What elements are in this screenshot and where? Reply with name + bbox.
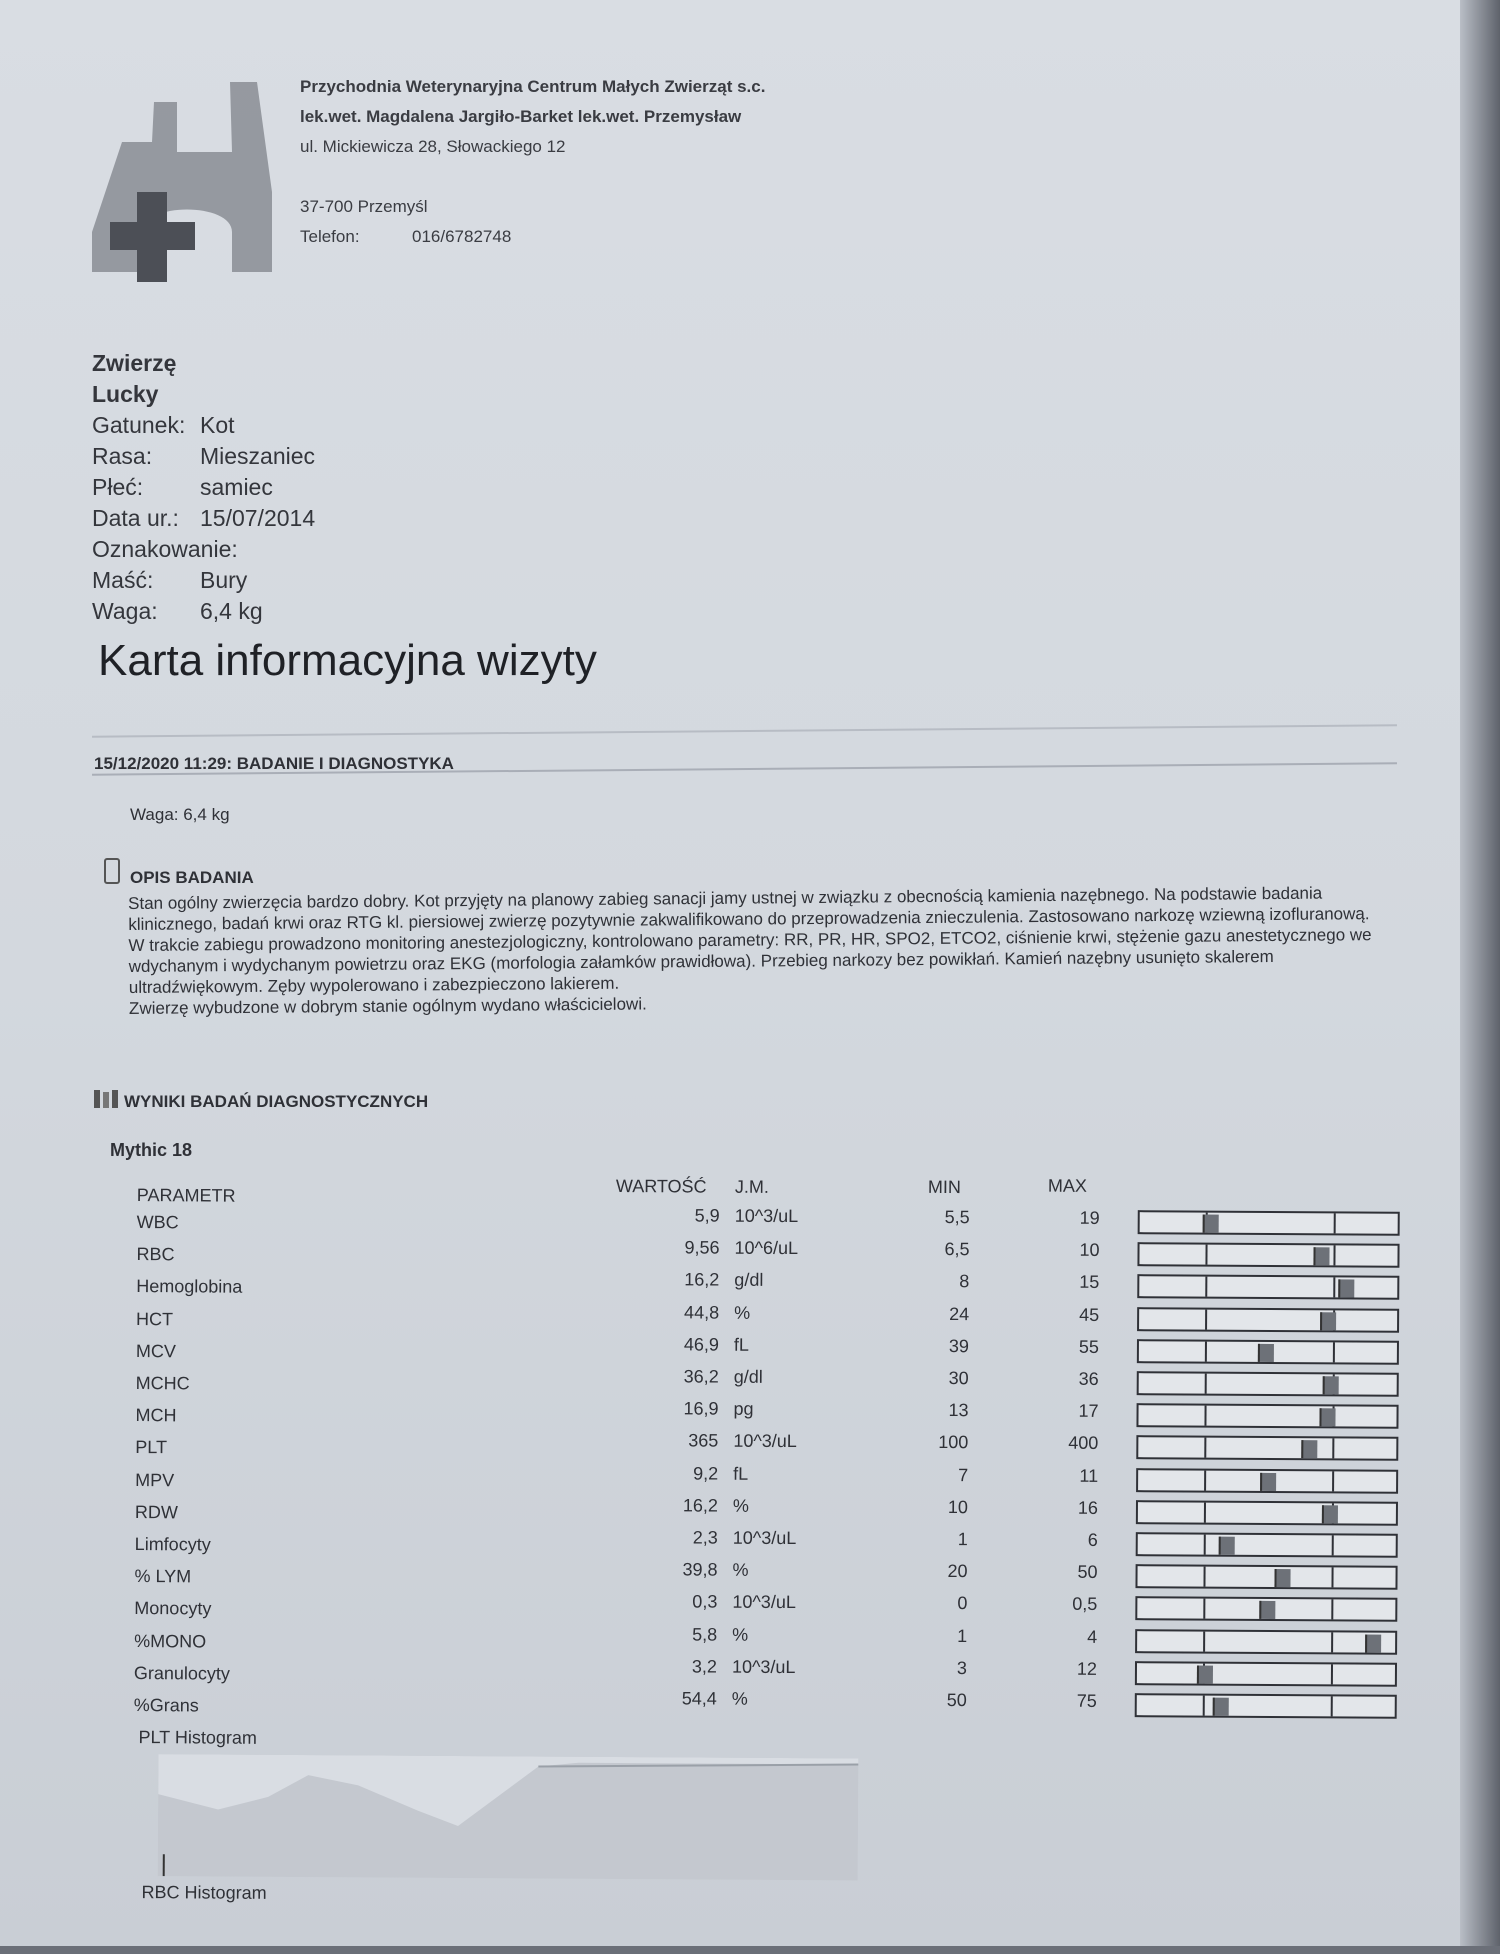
param-cell: MPV	[135, 1470, 174, 1491]
value-cell: 54,4	[617, 1688, 717, 1710]
opis-paragraph: Zwierzę wybudzone w dobrym stanie ogólnym wydano właścicielowi.	[129, 987, 1389, 1019]
animal-field-label: Oznakowanie:	[92, 534, 200, 565]
col-header-max: MAX	[1048, 1176, 1087, 1197]
min-cell: 39	[899, 1335, 969, 1356]
range-bar-min-divider	[1204, 1438, 1206, 1458]
unit-cell: fL	[734, 1334, 749, 1355]
range-bar-marker	[1313, 1247, 1329, 1265]
unit-cell: %	[732, 1689, 748, 1710]
animal-field-label: Gatunek:	[92, 410, 200, 441]
unit-cell: 10^3/uL	[733, 1431, 797, 1452]
range-bar	[1137, 1275, 1399, 1301]
param-cell: Monocyty	[134, 1598, 211, 1619]
max-cell: 16	[1028, 1497, 1098, 1518]
range-bar	[1135, 1661, 1397, 1687]
range-bar-marker	[1219, 1537, 1235, 1555]
range-bar	[1137, 1307, 1399, 1333]
range-bar-max-divider	[1331, 1696, 1333, 1716]
results-title: WYNIKI BADAŃ DIAGNOSTYCZNYCH	[124, 1092, 428, 1112]
unit-cell: %	[733, 1560, 749, 1581]
value-cell: 5,8	[617, 1624, 717, 1646]
range-bar-marker	[1259, 1601, 1275, 1619]
animal-field-value: Kot	[200, 412, 235, 438]
min-cell: 100	[898, 1432, 968, 1453]
value-cell: 0,3	[617, 1591, 717, 1613]
col-header-param: PARAMETR	[137, 1185, 236, 1207]
unit-cell: fL	[733, 1463, 748, 1484]
unit-cell: 10^3/uL	[735, 1206, 799, 1227]
range-bar-marker	[1197, 1665, 1213, 1683]
plt-histogram-label: PLT Histogram	[138, 1727, 257, 1749]
max-cell: 10	[1029, 1240, 1099, 1261]
param-cell: MCHC	[136, 1373, 190, 1394]
unit-cell: %	[732, 1624, 748, 1645]
unit-cell: %	[734, 1302, 750, 1323]
range-bar-min-divider	[1205, 1309, 1207, 1329]
value-cell: 3,2	[617, 1656, 717, 1678]
rbc-histogram-label: RBC Histogram	[142, 1882, 267, 1904]
min-cell: 8	[899, 1271, 969, 1292]
range-bar-min-divider	[1204, 1406, 1206, 1426]
max-cell: 0,5	[1027, 1594, 1097, 1615]
range-bar	[1135, 1597, 1397, 1623]
max-cell: 12	[1027, 1658, 1097, 1679]
range-bar	[1135, 1629, 1397, 1655]
unit-cell: 10^3/uL	[732, 1656, 796, 1677]
range-bar	[1135, 1564, 1397, 1590]
range-bar-max-divider	[1332, 1535, 1334, 1555]
range-bar-min-divider	[1204, 1502, 1206, 1522]
animal-field-value: Bury	[200, 567, 247, 593]
device-name: Mythic 18	[110, 1140, 192, 1161]
max-cell: 50	[1027, 1562, 1097, 1583]
max-cell: 6	[1028, 1529, 1098, 1550]
value-cell: 44,8	[619, 1302, 719, 1324]
value-cell: 5,9	[620, 1205, 720, 1227]
range-bar-max-divider	[1332, 1471, 1334, 1491]
param-cell: RBC	[136, 1244, 174, 1265]
range-bar-min-divider	[1203, 1567, 1205, 1587]
animal-field-label: Data ur.:	[92, 503, 200, 534]
unit-cell: %	[733, 1495, 749, 1516]
param-cell: PLT	[135, 1437, 167, 1458]
range-bar	[1136, 1500, 1398, 1526]
value-cell: 9,56	[619, 1237, 719, 1259]
opis-paragraph: Stan ogólny zwierzęcia bardzo dobry. Kot przyjęty na planowy zabieg sanacji jamy ustnej w związku z obecnością kamienia nazębnego. Na podstawie badania klinicznego, badań krwi oraz RTG kl. piersiowej zwierzę pozytywnie zakwalifikowano do przeprowadzenia znieczulenia. Zastosowano narkozę wziewną izofluranową. W trakcie zabiegu prowadzono monitoring anestezjologiczny, kontrolowano parametry: RR, PR, HR, SPO2, ETCO2, ciśnienie krwi, stężenie gazu anestetycznego we wdychanym i wydychanym powietrzu oraz EKG (morfologia załamków prawidłowa). Przebieg narkozy bez powikłań. Kamień nazębny usunięto skalerem ultradźwiękowym. Zęby wypolerowano i zabezpieczono lakierem.	[128, 882, 1389, 998]
min-cell: 50	[897, 1690, 967, 1711]
range-bar-marker	[1260, 1473, 1276, 1491]
value-cell: 46,9	[619, 1334, 719, 1356]
clinic-doctors: lek.wet. Magdalena Jargiło-Barket lek.wet.	[300, 107, 639, 126]
param-cell: MCV	[136, 1341, 176, 1362]
visit-weight: Waga: 6,4 kg	[130, 805, 230, 825]
unit-cell: g/dl	[734, 1270, 763, 1291]
value-cell: 9,2	[618, 1463, 718, 1485]
opis-title: OPIS BADANIA	[130, 868, 254, 888]
range-bar	[1137, 1339, 1399, 1365]
range-bar-min-divider	[1203, 1599, 1205, 1619]
param-cell: Limfocyty	[135, 1534, 211, 1555]
range-bar	[1136, 1436, 1398, 1462]
unit-cell: pg	[733, 1399, 753, 1420]
min-cell: 6,5	[899, 1239, 969, 1260]
range-bar	[1138, 1210, 1400, 1236]
max-cell: 11	[1028, 1465, 1098, 1486]
unit-cell: 10^6/uL	[734, 1238, 798, 1259]
max-cell: 75	[1027, 1690, 1097, 1711]
animal-field-label: Płeć:	[92, 472, 200, 503]
col-header-unit: J.M.	[735, 1177, 769, 1198]
unit-cell: g/dl	[734, 1367, 763, 1388]
range-bar-min-divider	[1205, 1245, 1207, 1265]
value-cell: 365	[618, 1430, 718, 1452]
min-cell: 0	[897, 1593, 967, 1614]
visit-header: 15/12/2020 11:29: BADANIE I DIAGNOSTYKA	[94, 754, 454, 774]
value-cell: 16,2	[619, 1269, 719, 1291]
max-cell: 4	[1027, 1626, 1097, 1647]
min-cell: 20	[897, 1561, 967, 1582]
range-bar-min-divider	[1205, 1374, 1207, 1394]
range-bar-max-divider	[1333, 1246, 1335, 1266]
background-edge	[1460, 0, 1500, 1946]
param-cell: HCT	[136, 1309, 173, 1330]
range-bar-max-divider	[1332, 1439, 1334, 1459]
unit-cell: 10^3/uL	[732, 1592, 796, 1613]
clinic-name: Przychodnia Weterynaryjna Centrum Małych Zwierząt s.c.	[300, 72, 765, 102]
max-cell: 36	[1029, 1368, 1099, 1389]
plt-histogram	[158, 1754, 859, 1880]
range-bar-marker	[1203, 1215, 1219, 1233]
range-bar-min-divider	[1203, 1696, 1205, 1716]
range-bar-marker	[1338, 1280, 1354, 1298]
range-bar-max-divider	[1331, 1632, 1333, 1652]
range-bar	[1136, 1532, 1398, 1558]
max-cell: 15	[1029, 1272, 1099, 1293]
animal-section-label: Zwierzę	[92, 348, 315, 379]
min-cell: 30	[899, 1368, 969, 1389]
range-bar	[1136, 1468, 1398, 1494]
clinic-address: ul. Mickiewicza 28, Słowackiego 12	[300, 132, 765, 162]
phone-value: 016/6782748	[412, 227, 511, 246]
clinic-doctors-rest: Przemysław	[644, 107, 741, 126]
param-cell: RDW	[135, 1502, 178, 1523]
document-title: Karta informacyjna wizyty	[98, 636, 597, 686]
animal-field-label: Waga:	[92, 596, 200, 627]
range-bar-marker	[1213, 1698, 1229, 1716]
param-cell: %MONO	[134, 1631, 206, 1652]
range-bar	[1136, 1403, 1398, 1429]
range-bar-marker	[1365, 1634, 1381, 1652]
range-bar-marker	[1301, 1441, 1317, 1459]
min-cell: 1	[897, 1625, 967, 1646]
range-bar-marker	[1319, 1408, 1335, 1426]
range-bar-min-divider	[1203, 1631, 1205, 1651]
animal-field-value: 15/07/2014	[200, 505, 315, 531]
max-cell: 19	[1030, 1207, 1100, 1228]
min-cell: 24	[899, 1303, 969, 1324]
param-cell: Granulocyty	[134, 1663, 230, 1685]
min-cell: 5,5	[900, 1207, 970, 1228]
min-cell: 7	[898, 1464, 968, 1485]
min-cell: 10	[898, 1496, 968, 1517]
animal-name: Lucky	[92, 379, 315, 410]
range-bar-marker	[1320, 1312, 1336, 1330]
phone-label: Telefon:	[300, 222, 412, 252]
param-cell: % LYM	[134, 1566, 191, 1587]
param-cell: Hemoglobina	[136, 1276, 242, 1298]
range-bar-min-divider	[1205, 1277, 1207, 1297]
min-cell: 3	[897, 1657, 967, 1678]
range-bar-max-divider	[1334, 1213, 1336, 1233]
clinic-city: 37-700 Przemyśl	[300, 192, 511, 222]
col-header-min: MIN	[928, 1177, 961, 1198]
range-bar-marker	[1322, 1505, 1338, 1523]
param-cell: MCH	[135, 1405, 176, 1426]
value-cell: 2,3	[618, 1527, 718, 1549]
range-bar	[1137, 1371, 1399, 1397]
animal-field-value: samiec	[200, 474, 273, 500]
value-cell: 36,2	[619, 1366, 719, 1388]
range-bar-marker	[1274, 1569, 1290, 1587]
unit-cell: 10^3/uL	[733, 1528, 797, 1549]
max-cell: 17	[1028, 1401, 1098, 1422]
range-bar-min-divider	[1204, 1535, 1206, 1555]
animal-field-value: Mieszaniec	[200, 443, 315, 469]
value-cell: 16,2	[618, 1495, 718, 1517]
range-bar	[1135, 1693, 1397, 1719]
max-cell: 400	[1028, 1433, 1098, 1454]
animal-field-label: Maść:	[92, 565, 200, 596]
param-cell: WBC	[137, 1212, 179, 1233]
range-bar-marker	[1258, 1344, 1274, 1362]
range-bar-max-divider	[1331, 1600, 1333, 1620]
range-bar-max-divider	[1331, 1568, 1333, 1588]
col-header-value: WARTOŚĆ	[616, 1176, 707, 1198]
range-bar-max-divider	[1333, 1342, 1335, 1362]
max-cell: 55	[1029, 1336, 1099, 1357]
range-bar	[1137, 1242, 1399, 1268]
range-bar-min-divider	[1204, 1470, 1206, 1490]
value-cell: 16,9	[618, 1398, 718, 1420]
max-cell: 45	[1029, 1304, 1099, 1325]
value-cell: 39,8	[618, 1559, 718, 1581]
param-cell: %Grans	[134, 1695, 199, 1716]
min-cell: 1	[898, 1529, 968, 1550]
min-cell: 13	[898, 1400, 968, 1421]
range-bar-max-divider	[1333, 1278, 1335, 1298]
range-bar-min-divider	[1205, 1341, 1207, 1361]
range-bar-marker	[1323, 1376, 1339, 1394]
range-bar-max-divider	[1331, 1664, 1333, 1684]
animal-field-value: 6,4 kg	[200, 598, 263, 624]
animal-field-label: Rasa:	[92, 441, 200, 472]
